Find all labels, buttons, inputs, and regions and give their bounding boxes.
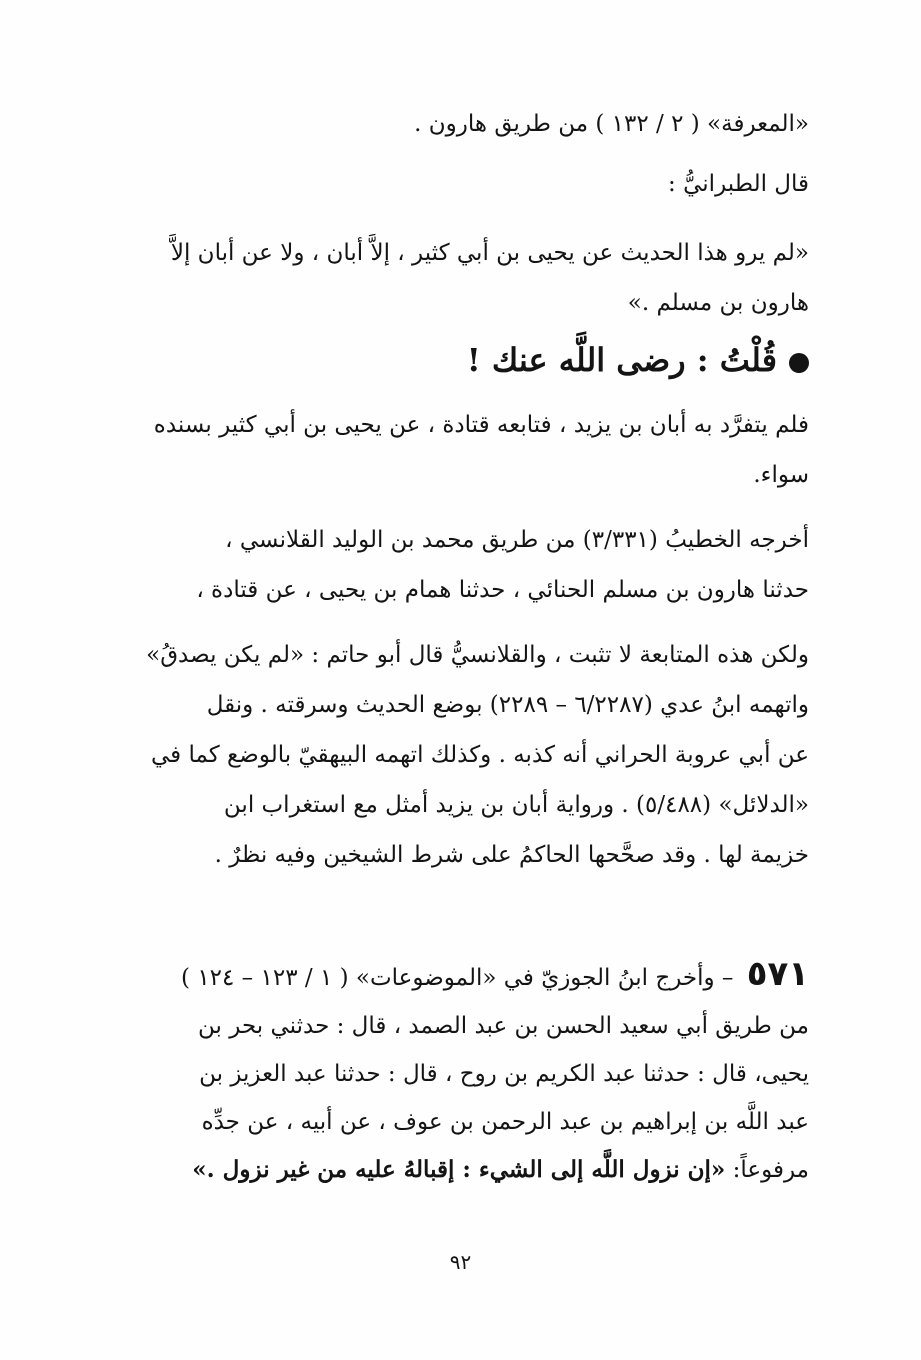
page-number: ٩٢ bbox=[449, 1250, 472, 1274]
text-line: «المعرفة» ( ٢ / ١٣٢ ) من طريق هارون . bbox=[414, 111, 809, 137]
text-line: ولكن هذه المتابعة لا تثبت ، والقلانسيُّ قال أبو حاتم : «لم يكن يصدقُ» bbox=[146, 642, 809, 668]
marfu-label: مرفوعاً: bbox=[725, 1157, 809, 1183]
bullet-icon bbox=[789, 353, 809, 373]
hadith-text: «إن نزول اللَّه إلى الشيء : إقبالهُ عليه من غير نزول .» bbox=[192, 1156, 726, 1183]
text-line: من طريق أبي سعيد الحسن بن عبد الصمد ، قال : حدثني بحر بن bbox=[198, 1013, 809, 1039]
text-line: قال الطبرانيُّ : bbox=[668, 171, 809, 197]
text-line: فلم يتفرَّد به أبان بن يزيد ، فتابعه قتادة ، عن يحيى بن أبي كثير بسنده bbox=[153, 412, 809, 438]
commentary-paragraph bbox=[94, 400, 809, 500]
text-line: سواء. bbox=[753, 462, 809, 488]
hadith-entry-paragraph bbox=[94, 950, 809, 1194]
text-line: «لم يرو هذا الحديث عن يحيى بن أبي كثير ، إلاَّ أبان ، ولا عن أبان إلاَّ bbox=[170, 240, 809, 266]
text-line: «الدلائل» (٥/٤٨٨) . ورواية أبان بن يزيد أمثل مع استغراب ابن bbox=[223, 792, 809, 818]
source-reference-paragraph bbox=[94, 100, 809, 148]
text-line bbox=[94, 950, 809, 1002]
text-line: أخرجه الخطيبُ (٣/٣٣١) من طريق محمد بن الوليد القلانسي ، bbox=[225, 527, 809, 553]
section-heading bbox=[94, 330, 809, 390]
critique-paragraph bbox=[94, 630, 809, 880]
text-line bbox=[94, 1146, 809, 1194]
text-line: عبد اللَّه بن إبراهيم بن عبد الرحمن بن عوف ، عن أبيه ، عن جدِّه bbox=[201, 1109, 809, 1135]
attribution-paragraph bbox=[94, 160, 809, 208]
text-line: واتهمه ابنُ عدي (٦/٢٢٨٧ – ٢٢٨٩) بوضع الحديث وسرقته . ونقل bbox=[206, 692, 809, 718]
quotation-paragraph bbox=[94, 228, 809, 328]
text-line: يحيى، قال : حدثنا عبد الكريم بن روح ، قال : حدثنا عبد العزيز بن bbox=[199, 1061, 809, 1087]
text-line: هارون بن مسلم .» bbox=[627, 290, 809, 316]
hadith-intro: – وأخرج ابنُ الجوزيّ في «الموضوعات» ( ١ / ١٢٣ – ١٢٤ ) bbox=[181, 965, 734, 991]
heading-text: قُلْتُ : رضى اللَّه عنك ! bbox=[466, 341, 777, 379]
text-line: خزيمة لها . وقد صحَّحها الحاكمُ على شرط الشيخين وفيه نظرٌ . bbox=[214, 842, 809, 868]
hadith-number: ٥٧١ bbox=[746, 954, 809, 994]
text-line: حدثنا هارون بن مسلم الحنائي ، حدثنا همام بن يحيى ، عن قتادة ، bbox=[196, 577, 809, 603]
takhrij-paragraph bbox=[94, 515, 809, 615]
text-line: عن أبي عروبة الحراني أنه كذبه . وكذلك اتهمه البيهقيّ بالوضع كما في bbox=[151, 742, 809, 768]
